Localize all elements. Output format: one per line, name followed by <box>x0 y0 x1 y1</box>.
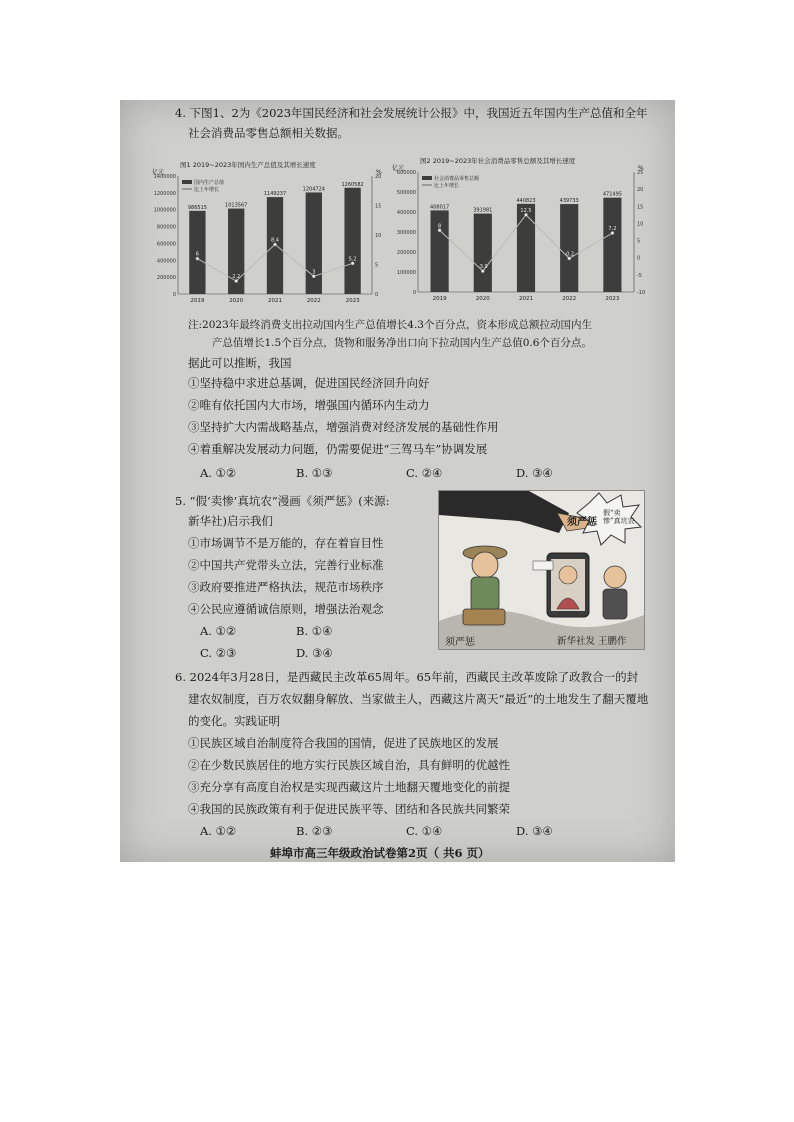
retail-bar-value-label: 439733 <box>559 198 579 205</box>
q5-option-c[interactable]: C. ②③ <box>200 646 237 660</box>
gdp-x-tick-label: 2019 <box>190 298 205 304</box>
gdp-y-axis-label: 亿元 <box>152 169 165 176</box>
gdp-bar-value-label: 1013567 <box>225 202 248 209</box>
gdp-bar <box>344 188 360 294</box>
q4-note-line1: 注:2023年最终消费支出拉动国内生产总值增长4.3个百分点，资本形成总额拉动国内生 <box>188 319 592 331</box>
q4-item-2: ②唯有依托国内大市场，增强国内循环内生动力 <box>188 398 430 412</box>
q4-item-3: ③坚持扩大内需战略基点，增强消费对经济发展的基础性作用 <box>188 420 499 434</box>
retail-y2-tick-label: 25 <box>637 170 644 176</box>
q4-note-line2: 产总值增长1.5个百分点，货物和服务净出口向下拉动国内生产总值0.6个百分点。 <box>212 337 592 349</box>
q4-stem-line1: 4. 下图1、2为《2023年国民经济和社会发展统计公报》中，我国近五年国内生产总值和全年 <box>175 106 648 120</box>
gdp-growth-value-label: 2.2 <box>232 274 241 281</box>
q6-item-4: ④我国的民族政策有利于促进民族平等、团结和各民族共同繁荣 <box>188 802 510 816</box>
gdp-legend-bar-label: 国内生产总值 <box>194 180 225 186</box>
cartoon-image <box>438 490 645 650</box>
gdp-y-tick-label: 1200000 <box>153 190 176 197</box>
retail-growth-value-label: 7.2 <box>608 226 617 233</box>
retail-bar <box>474 214 492 292</box>
retail-y2-tick-label: 0 <box>637 255 641 262</box>
retail-growth-value-label: 8 <box>438 223 442 230</box>
retail-y-axis-label: 亿元 <box>392 165 405 172</box>
retail-y-tick-label: 300000 <box>396 230 416 236</box>
gdp-x-tick-label: 2020 <box>229 298 244 304</box>
gdp-chart-svg <box>150 158 388 308</box>
q4-item-4: ④着重解决发展动力问题，仍需要促进“三驾马车”协调发展 <box>188 442 488 456</box>
retail-x-tick-label: 2019 <box>432 296 447 302</box>
q6-item-1: ①民族区域自治制度符合我国的国情，促进了民族地区的发展 <box>188 736 499 750</box>
gdp-y2-tick-label: 10 <box>375 233 382 239</box>
gdp-growth-value-label: 6 <box>195 251 199 258</box>
gdp-legend-bar-swatch <box>182 180 192 184</box>
gdp-y-tick-label: 1400000 <box>153 174 176 180</box>
gdp-legend-line-label: 比上年增长 <box>194 187 220 193</box>
q6-stem-line1: 6. 2024年3月28日，是西藏民主改革65周年。65年前，西藏民主改革废除了政教合一的封 <box>175 670 639 684</box>
gdp-bar <box>306 192 322 294</box>
retail-bar-value-label: 408017 <box>430 204 450 211</box>
retail-y-tick-label: 400000 <box>396 210 416 216</box>
retail-y2-tick-label: 10 <box>637 221 644 228</box>
q5-item-3: ③政府要推进严格执法，规范市场秩序 <box>188 580 384 594</box>
retail-x-tick-label: 2022 <box>562 296 577 302</box>
cartoon-sign-text: 假“卖惨”真坑农 <box>603 509 635 525</box>
retail-bar-value-label: 391981 <box>473 207 493 214</box>
q4-option-c[interactable]: C. ②④ <box>406 466 443 480</box>
retail-growth-value-label: 12.5 <box>520 207 532 214</box>
q5-item-2: ②中国共产党带头立法，完善行业标准 <box>188 558 384 572</box>
gdp-bar-value-label: 986515 <box>187 204 207 211</box>
retail-bar-value-label: 471495 <box>602 191 622 198</box>
q4-option-d[interactable]: D. ③④ <box>516 466 553 480</box>
chart-gdp <box>150 158 388 308</box>
retail-y2-tick-label: 20 <box>637 187 644 194</box>
q4-lead: 据此可以推断，我国 <box>188 356 292 370</box>
cartoon-bubble-text: 须严惩 <box>567 517 597 528</box>
retail-y-tick-label: 100000 <box>396 270 416 276</box>
retail-bar-value-label: 440823 <box>516 197 536 204</box>
retail-y-tick-label: 500000 <box>396 190 416 196</box>
gdp-y2-tick-label: 0 <box>375 292 379 298</box>
retail-y-tick-label: 600000 <box>396 170 416 176</box>
retail-y2-tick-label: 5 <box>637 238 641 245</box>
q4-option-a[interactable]: A. ①② <box>200 466 237 480</box>
gdp-growth-value-label: 3 <box>312 269 316 276</box>
q6-option-a[interactable]: A. ①② <box>200 824 237 838</box>
q4-option-b[interactable]: B. ①③ <box>296 466 333 480</box>
q6-stem-line3: 的变化。实践证明 <box>188 714 280 728</box>
q5-option-d[interactable]: D. ③④ <box>296 646 333 660</box>
retail-bar <box>517 204 535 292</box>
q6-item-2: ②在少数民族居住的地方实行民族区域自治，具有鲜明的优越性 <box>188 758 510 772</box>
q6-option-c[interactable]: C. ①④ <box>406 824 443 838</box>
retail-legend-bar-swatch <box>422 176 432 180</box>
page-footer: 蚌埠市高三年级政治试卷第2页（ 共6 页） <box>270 846 490 860</box>
cartoon-caption-left: 须严惩 <box>445 637 475 648</box>
q6-item-3: ③充分享有高度自治权是实现西藏这片土地翻天覆地变化的前提 <box>188 780 510 794</box>
retail-growth-value-label: -0.2 <box>564 251 575 258</box>
q5-option-a[interactable]: A. ①② <box>200 624 237 638</box>
q5-item-1: ①市场调节不是万能的，存在着盲目性 <box>188 536 384 550</box>
gdp-growth-value-label: 8.4 <box>271 237 279 244</box>
retail-y-tick-label: 0 <box>412 290 416 296</box>
q5-stem-line1: 5. “假‘卖惨’真坑农”漫画《须严惩》(来源: <box>175 494 390 508</box>
retail-title: 图2 2019~2023年社会消费品零售总额及其增长速度 <box>420 157 576 165</box>
exam-page-photo <box>120 100 675 862</box>
retail-legend-bar-label: 社会消费品零售总额 <box>434 176 480 182</box>
retail-y-tick-label: 200000 <box>396 250 416 256</box>
gdp-bar-value-label: 1149237 <box>263 191 287 198</box>
gdp-y2-tick-label: 5 <box>375 262 379 269</box>
gdp-y2-tick-label: 15 <box>375 203 382 210</box>
gdp-y-tick-label: 400000 <box>156 258 176 265</box>
retail-y2-tick-label: -10 <box>637 290 646 296</box>
retail-y2-axis-label: % <box>638 165 644 172</box>
q4-item-1: ①坚持稳中求进总基调，促进国民经济回升向好 <box>188 376 430 390</box>
gdp-x-tick-label: 2022 <box>306 298 321 304</box>
gdp-growth-value-label: 5.2 <box>348 256 357 263</box>
retail-legend-line-label: 比上年增长 <box>434 183 460 189</box>
gdp-x-tick-label: 2023 <box>345 298 360 304</box>
chart-retail <box>390 154 652 306</box>
retail-y2-tick-label: 15 <box>637 204 644 211</box>
gdp-y2-axis-label: % <box>376 169 382 176</box>
retail-chart-svg <box>390 154 652 306</box>
retail-growth-value-label: -3.9 <box>477 264 488 271</box>
retail-bar <box>560 204 578 292</box>
retail-y2-tick-label: -5 <box>637 272 642 279</box>
gdp-bar-value-label: 1204724 <box>302 186 325 193</box>
gdp-x-tick-label: 2021 <box>268 298 282 304</box>
cartoon-caption-right: 新华社发 王鹏作 <box>557 636 627 647</box>
q5-option-b[interactable]: B. ①④ <box>296 624 333 638</box>
q6-option-b[interactable]: B. ②③ <box>296 824 333 838</box>
q5-stem-line2: 新华社)启示我们 <box>188 514 273 528</box>
gdp-y-tick-label: 1000000 <box>153 207 176 214</box>
gdp-y-tick-label: 0 <box>172 292 176 298</box>
q6-stem-line2: 建农奴制度，百万农奴翻身解放、当家做主人，西藏这片离天“最近”的土地发生了翻天覆地 <box>188 692 649 706</box>
retail-x-tick-label: 2020 <box>475 296 490 302</box>
retail-x-tick-label: 2023 <box>605 296 620 302</box>
q4-stem-line2: 社会消费品零售总额相关数据。 <box>188 126 349 140</box>
retail-bar <box>603 198 621 292</box>
q6-option-d[interactable]: D. ③④ <box>516 824 553 838</box>
gdp-y-tick-label: 600000 <box>156 241 176 248</box>
gdp-title: 图1 2019~2023年国内生产总值及其增长速度 <box>180 161 316 169</box>
retail-x-tick-label: 2021 <box>519 296 533 302</box>
gdp-y-tick-label: 200000 <box>156 275 176 282</box>
gdp-bar-value-label: 1260582 <box>341 181 364 188</box>
q5-item-4: ④公民应遵循诚信原则，增强法治观念 <box>188 602 384 616</box>
gdp-y2-tick-label: 20 <box>375 174 382 180</box>
gdp-y-tick-label: 800000 <box>156 224 176 231</box>
